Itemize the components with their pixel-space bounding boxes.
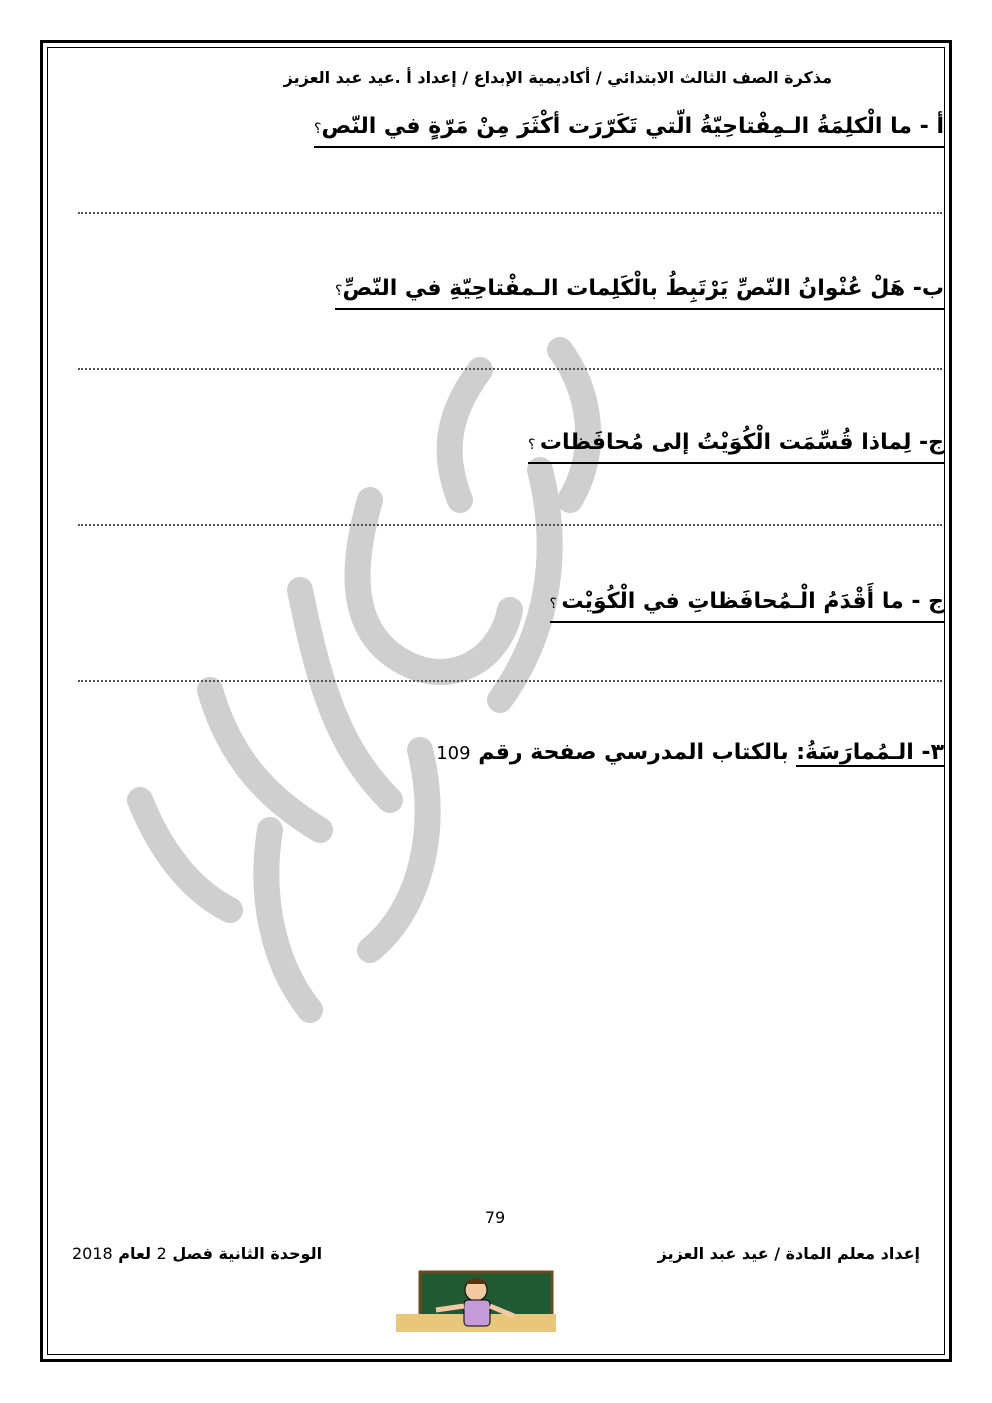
footer-unit-num: 2 (156, 1244, 167, 1263)
footer-author: إعداد معلم المادة / عيد عبد العزيز (657, 1244, 920, 1263)
answer-line-c[interactable] (78, 520, 942, 526)
page-number: 79 (484, 1208, 506, 1227)
question-c-text: ج- لِماذا قُسِّمَت الْكُوَيْتُ إلى مُحافَظات (539, 430, 944, 455)
answer-line-b[interactable] (78, 364, 942, 370)
practice-line (436, 738, 944, 771)
question-b-mark: ؟ (335, 283, 343, 299)
footer-unit (72, 1244, 322, 1263)
question-a-mark: ؟ (314, 121, 322, 137)
question-a (314, 112, 944, 148)
footer-unit-text2: لعام (112, 1244, 157, 1263)
answer-line-d[interactable] (78, 676, 942, 682)
question-d-mark: ؟ (549, 596, 562, 612)
teacher-at-blackboard-icon (396, 1270, 556, 1332)
question-b (335, 274, 944, 310)
practice-text: بالكتاب المدرسي صفحة رقم (470, 740, 797, 765)
question-c (528, 428, 944, 464)
footer-unit-text: الوحدة الثانية فصل (166, 1244, 323, 1263)
footer-year: 2018 (72, 1244, 113, 1263)
question-a-text: أ - ما الْكلِمَةُ الـمِفْتاحِيّةُ الّتي تَكَرّرَت أكْثَرَ مِنْ مَرّةٍ في النّص (321, 114, 944, 139)
question-b-text: ب- هَلْ عُنْوانُ النّصِّ يَرْتَبِطُ بالْكَلِمات الـمفْتاحِيّةِ في النّصِّ (342, 276, 944, 301)
question-d-text: ج - ما أَقْدَمُ الْـمُحافَظاتِ في الْكُوَيْت (561, 589, 944, 614)
answer-line-a[interactable] (78, 208, 942, 214)
practice-page: 109 (436, 743, 471, 764)
page-header: مذكرة الصف الثالث الابتدائي / أكاديمية الإبداع / إعداد أ .عيد عبد العزيز (283, 68, 832, 87)
practice-label: ٣- الـمُمارَسَةُ: (796, 740, 944, 765)
page-border-inner (47, 47, 945, 1355)
question-c-mark: ؟ (527, 437, 540, 453)
question-d (550, 587, 944, 623)
